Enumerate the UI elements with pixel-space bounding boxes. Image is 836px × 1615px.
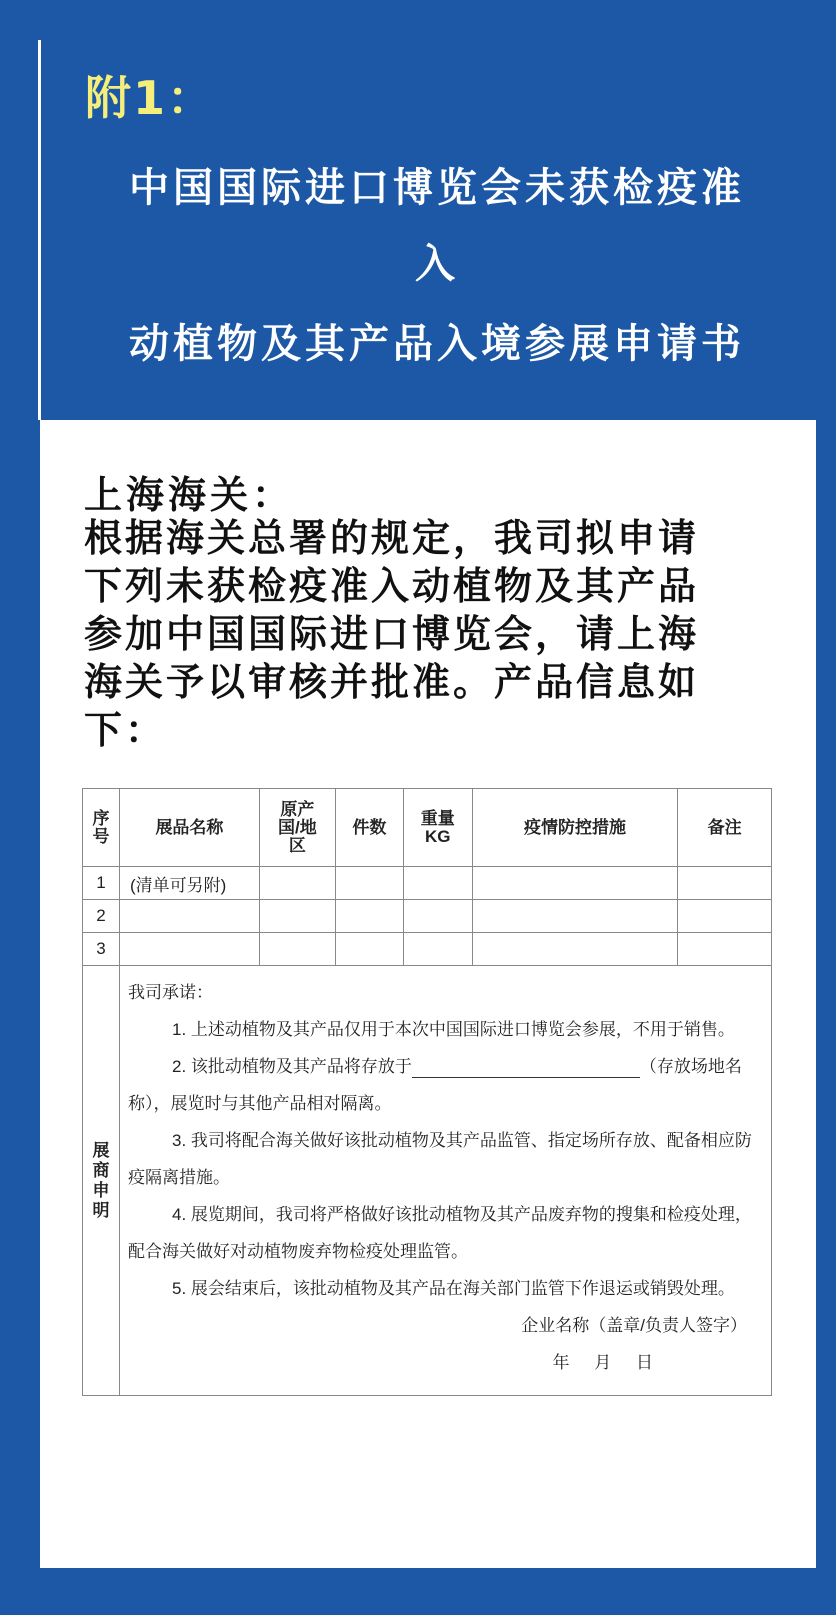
header-measures: 疫情防控措施: [472, 789, 678, 867]
header-origin-part: 区: [288, 835, 306, 855]
attachment-label: 附1：: [85, 71, 216, 125]
measures-cell[interactable]: [472, 933, 678, 966]
table-row: [83, 867, 772, 900]
origin-cell[interactable]: [259, 867, 335, 900]
weight-cell[interactable]: [403, 900, 472, 933]
origin-cell[interactable]: [259, 933, 335, 966]
intro-line: 海关予以审核并批准。产品信息如: [84, 660, 700, 704]
header-product-name: 展品名称: [120, 789, 260, 867]
measures-cell[interactable]: [472, 900, 678, 933]
origin-cell[interactable]: [259, 900, 335, 933]
declaration-label-char: 申: [92, 1180, 110, 1200]
header-notes: 备注: [678, 789, 772, 867]
commitment-1: 1. 上述动植物及其产品仅用于本次中国国际进口博览会参展，不用于销售。: [172, 1020, 735, 1039]
title-line-3: 动植物及其产品入境参展申请书: [129, 321, 745, 367]
application-form-card: [40, 420, 816, 1568]
measures-cell[interactable]: [472, 867, 678, 900]
header-index-char: 号: [92, 826, 110, 846]
header-index: [83, 789, 120, 867]
intro-line: 参加中国国际进口博览会，请上海: [84, 612, 700, 656]
weight-cell[interactable]: [403, 933, 472, 966]
left-accent-rule: [38, 40, 41, 420]
title-line-2: 入: [415, 241, 459, 287]
declaration-label-char: 展: [92, 1140, 110, 1160]
product-name-cell[interactable]: (清单可另附): [120, 867, 260, 900]
declaration-text: [120, 966, 772, 1396]
pieces-cell[interactable]: [335, 900, 403, 933]
commitment-4: 4. 展览期间，我司将严格做好该批动植物及其产品废弃物的搜集和检疫处理，配合海关做好对动植物废弃物检疫处理监管。: [128, 1205, 752, 1261]
table-row: [83, 900, 772, 933]
header-pieces: 件数: [335, 789, 403, 867]
table-header-row: [83, 789, 772, 867]
header-origin-part: 原产: [280, 799, 315, 819]
product-name-cell[interactable]: [120, 933, 260, 966]
addressee: 上海海关：: [84, 473, 295, 517]
date-line: 年 月 日: [552, 1353, 653, 1372]
table-row: [83, 933, 772, 966]
header-weight-part: 重量: [420, 808, 455, 828]
row-number: 3: [83, 933, 120, 966]
storage-site-blank[interactable]: [412, 1057, 640, 1078]
commitment-2: [128, 1048, 763, 1122]
declaration-label-char: 明: [92, 1200, 110, 1220]
pieces-cell[interactable]: [335, 933, 403, 966]
intro-line: 下：: [84, 708, 167, 752]
header-origin: [259, 789, 335, 867]
header-index-char: 序: [92, 808, 110, 828]
declaration-label-char: 商: [92, 1160, 110, 1180]
commitment-3: 3. 我司将配合海关做好该批动植物及其产品监管、指定场所存放、配备相应防疫隔离措施。: [128, 1131, 752, 1187]
declaration-intro: 我司承诺：: [128, 983, 214, 1002]
intro-paragraph: [84, 514, 784, 754]
weight-cell[interactable]: [403, 867, 472, 900]
notes-cell[interactable]: [678, 867, 772, 900]
signature-line: 企业名称（盖章/负责人签字）: [521, 1316, 747, 1335]
header-origin-part: 国/地: [278, 817, 317, 837]
intro-line: 根据海关总署的规定，我司拟申请: [84, 516, 700, 560]
commitment-5: 5. 展会结束后，该批动植物及其产品在海关部门监管下作退运或销毁处理。: [172, 1279, 735, 1298]
header-weight: [403, 789, 472, 867]
notes-cell[interactable]: [678, 900, 772, 933]
commitment-2-text: 2. 该批动植物及其产品将存放于: [172, 1057, 412, 1076]
commitment-2-text-end: （存放场地名称），展览时与其他产品相对隔离。: [128, 1057, 742, 1113]
notes-cell[interactable]: [678, 933, 772, 966]
declaration-row: [83, 966, 772, 1396]
pieces-cell[interactable]: [335, 867, 403, 900]
row-number: 2: [83, 900, 120, 933]
intro-line: 下列未获检疫准入动植物及其产品: [84, 564, 700, 608]
row-number: 1: [83, 867, 120, 900]
product-name-cell[interactable]: [120, 900, 260, 933]
header-weight-part: KG: [425, 826, 451, 846]
title-line-1: 中国国际进口博览会未获检疫准: [129, 165, 745, 211]
product-info-table: [82, 788, 772, 1396]
declaration-label: [83, 966, 120, 1396]
